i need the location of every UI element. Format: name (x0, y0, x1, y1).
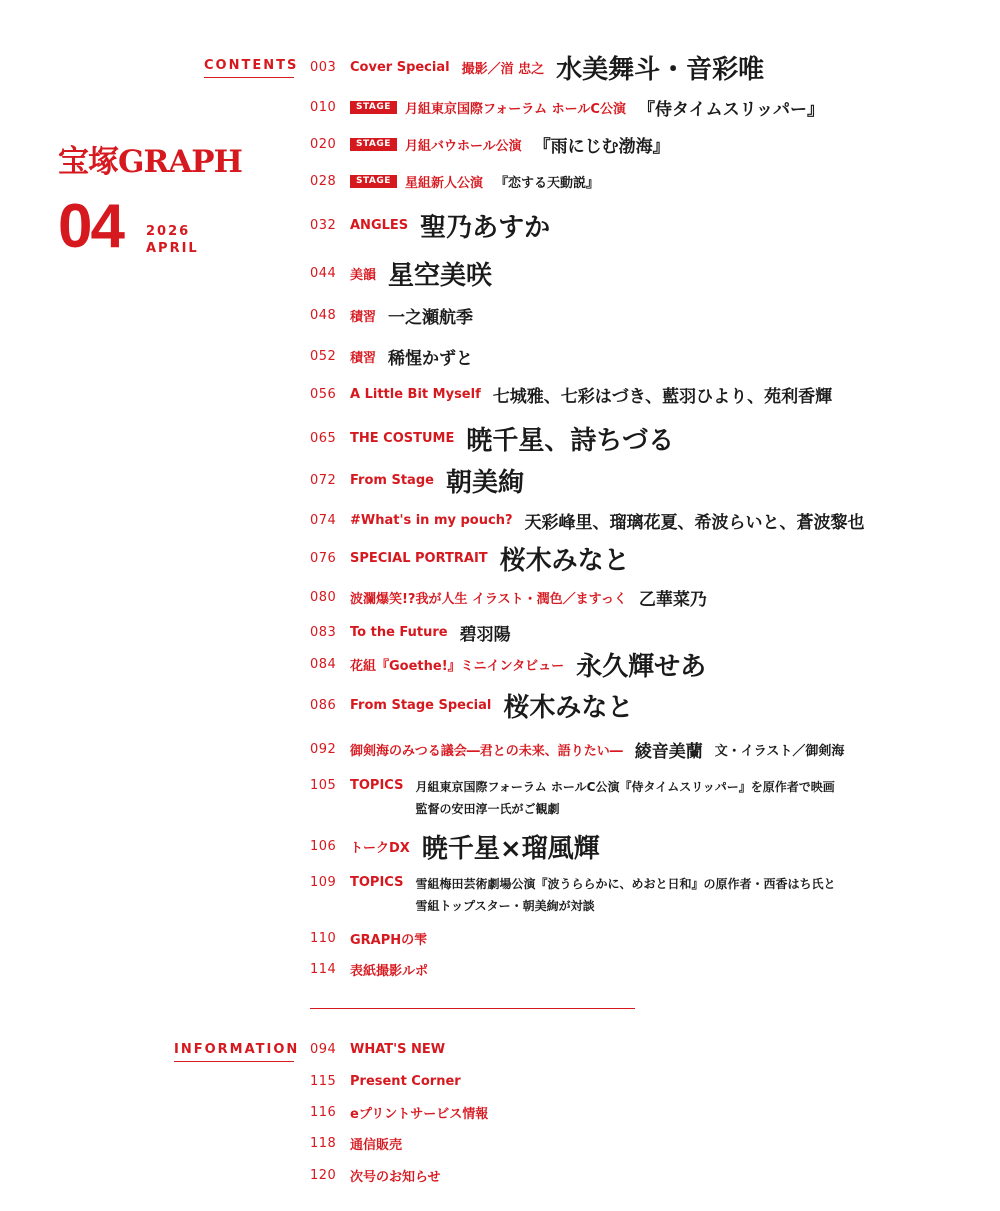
section-label: トークDX (350, 840, 410, 856)
issue-month: APRIL (146, 241, 199, 256)
information-heading-rule (174, 1061, 294, 1062)
toc-entry[interactable] (310, 298, 473, 332)
section-label: 月組バウホール公演 (404, 138, 522, 154)
page-number: 118 (310, 1135, 337, 1151)
page-number: 116 (310, 1104, 337, 1120)
section-label: 星組新人公演 (404, 175, 483, 191)
page-number: 120 (310, 1167, 337, 1183)
info-entry[interactable] (310, 1126, 402, 1160)
entry-title: 水美舞斗・音彩唯 (556, 54, 765, 85)
entry-title: 碧羽陽 (459, 624, 511, 645)
toc-entry[interactable] (310, 90, 824, 124)
contents-heading: CONTENTS (204, 58, 299, 73)
page-number: 083 (310, 624, 337, 640)
issue-year: 2026 (146, 224, 191, 239)
section-label: From Stage Special (350, 697, 492, 713)
toc-entry[interactable] (310, 580, 707, 614)
contents-heading-rule (204, 77, 294, 78)
toc-entry[interactable] (310, 732, 844, 766)
entry-title: 聖乃あすか (420, 212, 551, 243)
info-entry[interactable] (310, 1158, 441, 1192)
page-number: 084 (310, 656, 337, 672)
toc-entry[interactable] (310, 688, 633, 722)
section-label: ANGLES (350, 217, 409, 233)
section-label: TOPICS (350, 778, 404, 793)
stage-badge: STAGE (350, 138, 397, 151)
entry-title: 桜木みなと (503, 692, 634, 723)
information-heading: INFORMATION (174, 1042, 300, 1057)
section-label: eプリントサービス情報 (350, 1106, 489, 1122)
page-number: 092 (310, 741, 337, 757)
section-label: 表紙撮影ルポ (350, 963, 429, 979)
page-number: 056 (310, 386, 337, 402)
toc-entry[interactable] (310, 615, 511, 649)
section-label: 通信販売 (350, 1137, 403, 1153)
entry-credit: 文・イラスト／御剣海 (714, 743, 845, 759)
info-entry[interactable] (310, 1095, 488, 1129)
toc-entry[interactable] (310, 921, 427, 955)
section-label: 美韻 (350, 267, 377, 283)
topic-line-2: 監督の安田淳一氏がご観劇 (415, 802, 560, 816)
toc-entry[interactable] (310, 952, 428, 986)
page-number: 074 (310, 512, 337, 528)
page-number: 010 (310, 99, 337, 115)
section-label: To the Future (350, 624, 448, 640)
page-number: 106 (310, 838, 337, 854)
section-label: 月組東京国際フォーラム ホールC公演 (404, 101, 626, 117)
section-label: 積習 (350, 350, 377, 366)
page-number: 044 (310, 265, 337, 281)
toc-entry[interactable] (310, 829, 600, 863)
toc-entry[interactable] (310, 421, 674, 455)
page-number: 032 (310, 217, 337, 233)
section-label: A Little Bit Myself (350, 386, 481, 402)
section-label: GRAPHの雫 (350, 932, 428, 948)
entry-title: 星空美咲 (388, 260, 493, 291)
entry-title: 暁千星×瑠風輝 (421, 833, 600, 864)
toc-entry[interactable] (310, 339, 473, 373)
page-number: 110 (310, 930, 337, 946)
toc-entry[interactable] (310, 541, 630, 575)
toc-entry[interactable] (310, 256, 492, 290)
toc-entry[interactable] (310, 50, 764, 84)
entry-title: 『恋する天動説』 (494, 175, 599, 191)
toc-entry-topics[interactable] (310, 873, 835, 917)
entry-title: 『侍タイムスリッパー』 (637, 99, 824, 120)
toc-entry[interactable] (310, 208, 550, 242)
section-label: Present Corner (350, 1073, 461, 1089)
page-number: 076 (310, 550, 337, 566)
section-divider (310, 1008, 635, 1009)
issue-number: 04 (58, 192, 123, 261)
page-number: 094 (310, 1041, 337, 1057)
section-label: 波瀾爆笑!?我が人生 イラスト・潤色／ますっく (350, 591, 627, 607)
section-label: 花組『Goethe!』ミニインタビュー (350, 658, 565, 674)
entry-title: 朝美絢 (445, 467, 524, 498)
page-number: 020 (310, 136, 337, 152)
section-label: TOPICS (350, 875, 404, 890)
entry-title: 『雨にじむ渤海』 (533, 136, 670, 157)
topic-line-2: 雪組トップスター・朝美絢が対談 (415, 899, 595, 913)
stage-badge: STAGE (350, 101, 397, 114)
section-label: 御剣海のみつる議会―君との未来、語りたい― (350, 743, 623, 759)
topic-line-1: 雪組梅田芸術劇場公演『波うららかに、めおと日和』の原作者・西香はち氏と (415, 877, 836, 891)
entry-title: 乙華菜乃 (638, 589, 707, 610)
section-label: 次号のお知らせ (350, 1169, 441, 1185)
entry-title: 稀惺かずと (388, 348, 474, 369)
topic-line-1: 月組東京国際フォーラム ホールC公演『侍タイムスリッパー』を原作者で映画 (415, 780, 835, 794)
section-label: #What's in my pouch? (350, 512, 513, 528)
toc-entry[interactable] (310, 164, 599, 198)
section-label: SPECIAL PORTRAIT (350, 550, 488, 566)
entry-title: 一之瀬航季 (388, 307, 474, 328)
topic-text (415, 776, 834, 820)
entry-title: 永久輝せあ (576, 651, 707, 682)
page-number: 114 (310, 961, 337, 977)
page-number: 109 (310, 875, 337, 890)
section-label: Cover Special (350, 59, 450, 75)
toc-entry[interactable] (310, 503, 865, 537)
page-number: 048 (310, 307, 337, 323)
info-entry[interactable] (310, 1064, 461, 1098)
entry-title: 桜木みなと (499, 545, 630, 576)
page-number: 065 (310, 430, 337, 446)
page-number: 003 (310, 59, 337, 75)
toc-entry[interactable] (310, 377, 832, 411)
page-number: 105 (310, 778, 337, 793)
entry-title: 天彩峰里、瑠璃花夏、希波らいと、蒼波黎也 (524, 512, 865, 533)
toc-entry[interactable] (310, 463, 524, 497)
stage-badge: STAGE (350, 175, 397, 188)
page-number: 086 (310, 697, 337, 713)
page-number: 080 (310, 589, 337, 605)
toc-entry-topics[interactable] (310, 776, 835, 820)
section-label: WHAT'S NEW (350, 1041, 446, 1057)
page-number: 072 (310, 472, 337, 488)
photo-credit: 撮影／渞 忠之 (461, 61, 545, 77)
magazine-logo: 宝塚GRAPH (58, 144, 242, 180)
toc-entry[interactable] (310, 127, 670, 161)
page-number: 052 (310, 348, 337, 364)
page-number: 115 (310, 1073, 337, 1089)
info-entry[interactable] (310, 1032, 445, 1066)
topic-text (415, 873, 835, 917)
entry-title: 暁千星、詩ちづる (466, 425, 675, 456)
toc-entry[interactable] (310, 647, 706, 681)
section-label: 積習 (350, 309, 377, 325)
section-label: From Stage (350, 472, 434, 488)
entry-title: 七城雅、七彩はづき、藍羽ひより、苑利香輝 (492, 386, 833, 407)
entry-title: 綾音美蘭 (634, 741, 703, 762)
page-number: 028 (310, 173, 337, 189)
section-label: THE COSTUME (350, 430, 455, 446)
